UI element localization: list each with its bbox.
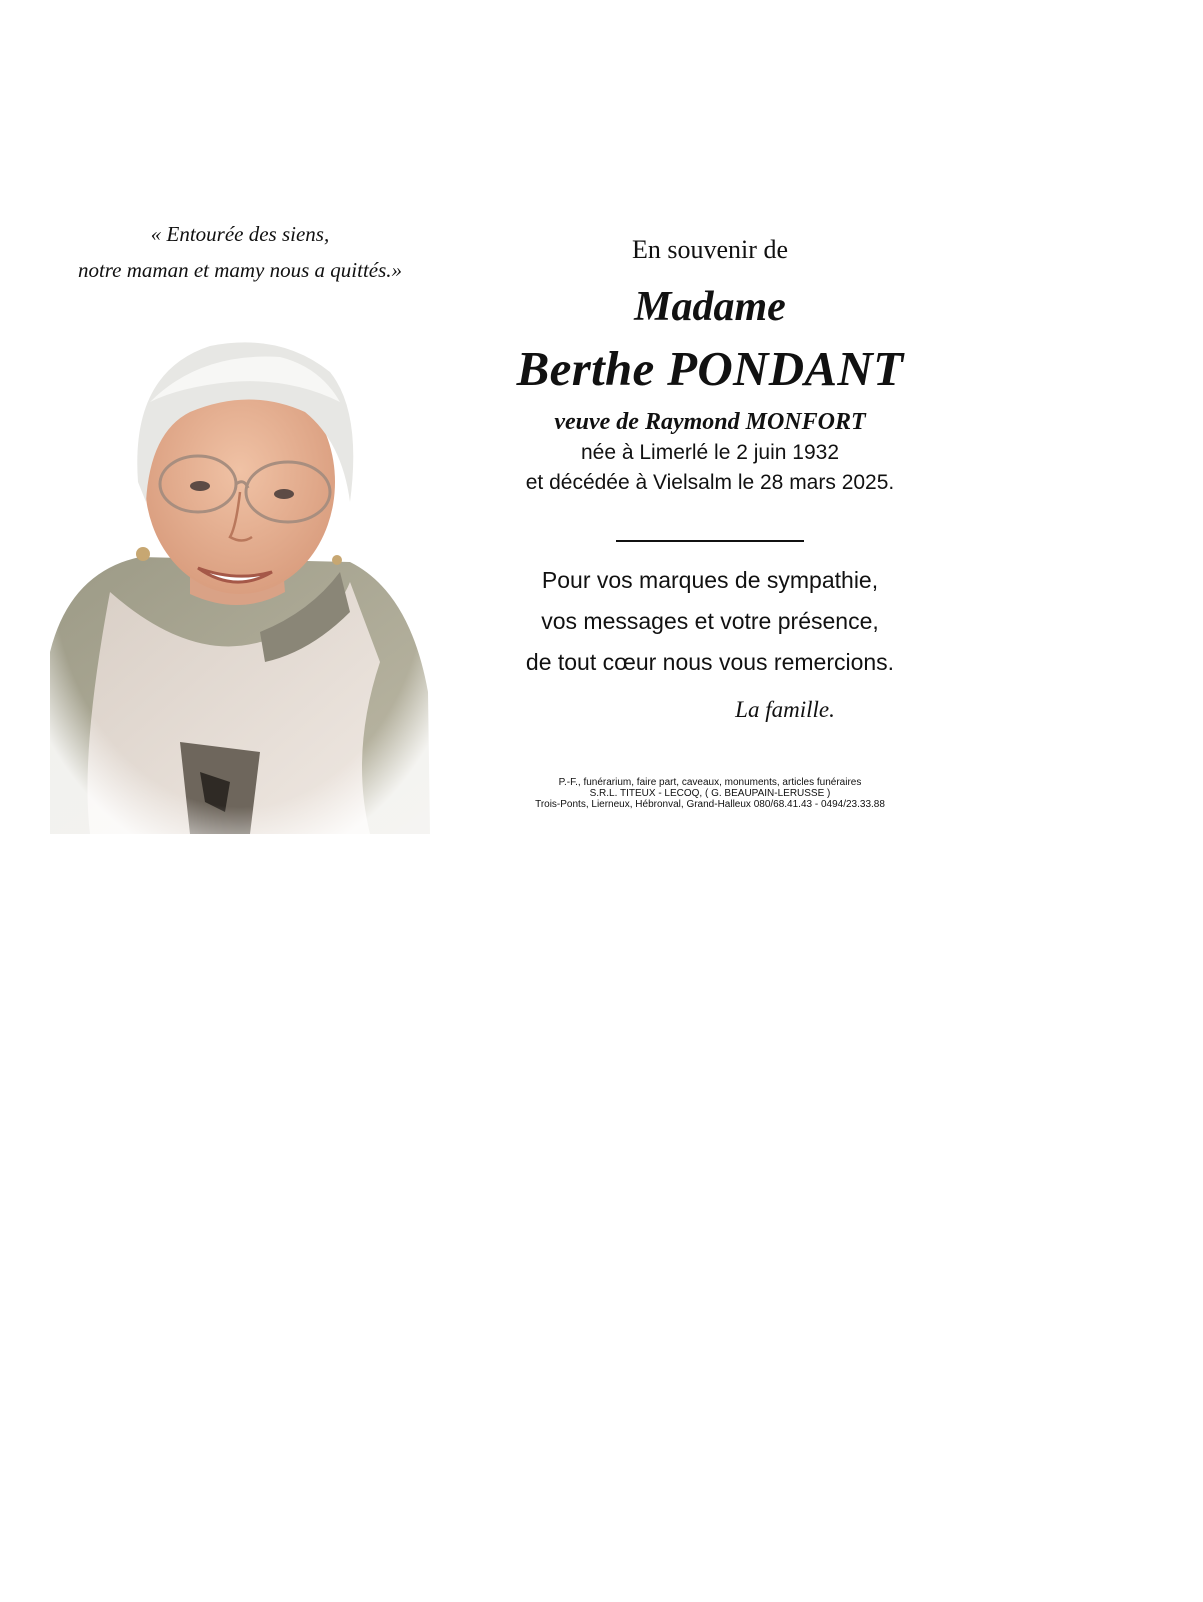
thanks-line-2: vos messages et votre présence, bbox=[541, 608, 879, 634]
remembrance-text bbox=[460, 230, 960, 725]
honorific: Madame bbox=[634, 284, 786, 330]
divider bbox=[616, 540, 804, 542]
intro-text: En souvenir de bbox=[632, 235, 788, 264]
portrait-photo bbox=[50, 332, 430, 834]
footer-line-2: S.R.L. TITEUX - LECOQ, ( G. BEAUPAIN-LERUSSE ) bbox=[589, 788, 831, 799]
quote-line-2: notre maman et mamy nous a quittés.» bbox=[77, 258, 403, 282]
quote-line-1: « Entourée des siens, bbox=[150, 222, 330, 246]
memorial-quote bbox=[30, 216, 450, 288]
footer-line-3: Trois-Ponts, Lierneux, Hébronval, Grand-Halleux 080/68.41.43 - 0494/23.33.88 bbox=[535, 799, 885, 810]
thanks-line-3: de tout cœur nous vous remercions. bbox=[525, 649, 895, 675]
funeral-home-footer bbox=[460, 777, 960, 810]
thanks-line-1: Pour vos marques de sympathie, bbox=[541, 567, 879, 593]
thanks-message bbox=[460, 560, 960, 683]
death-line: et décédée à Vielsalm le 28 mars 2025. bbox=[525, 471, 895, 494]
deceased-name: Berthe PONDANT bbox=[516, 341, 904, 396]
footer-line-1: P.-F., funérarium, faire part, caveaux, monuments, articles funéraires bbox=[558, 777, 862, 788]
birth-line: née à Limerlé le 2 juin 1932 bbox=[580, 441, 839, 464]
family-signature: La famille. bbox=[735, 697, 835, 722]
spouse-line: veuve de Raymond MONFORT bbox=[554, 409, 866, 435]
